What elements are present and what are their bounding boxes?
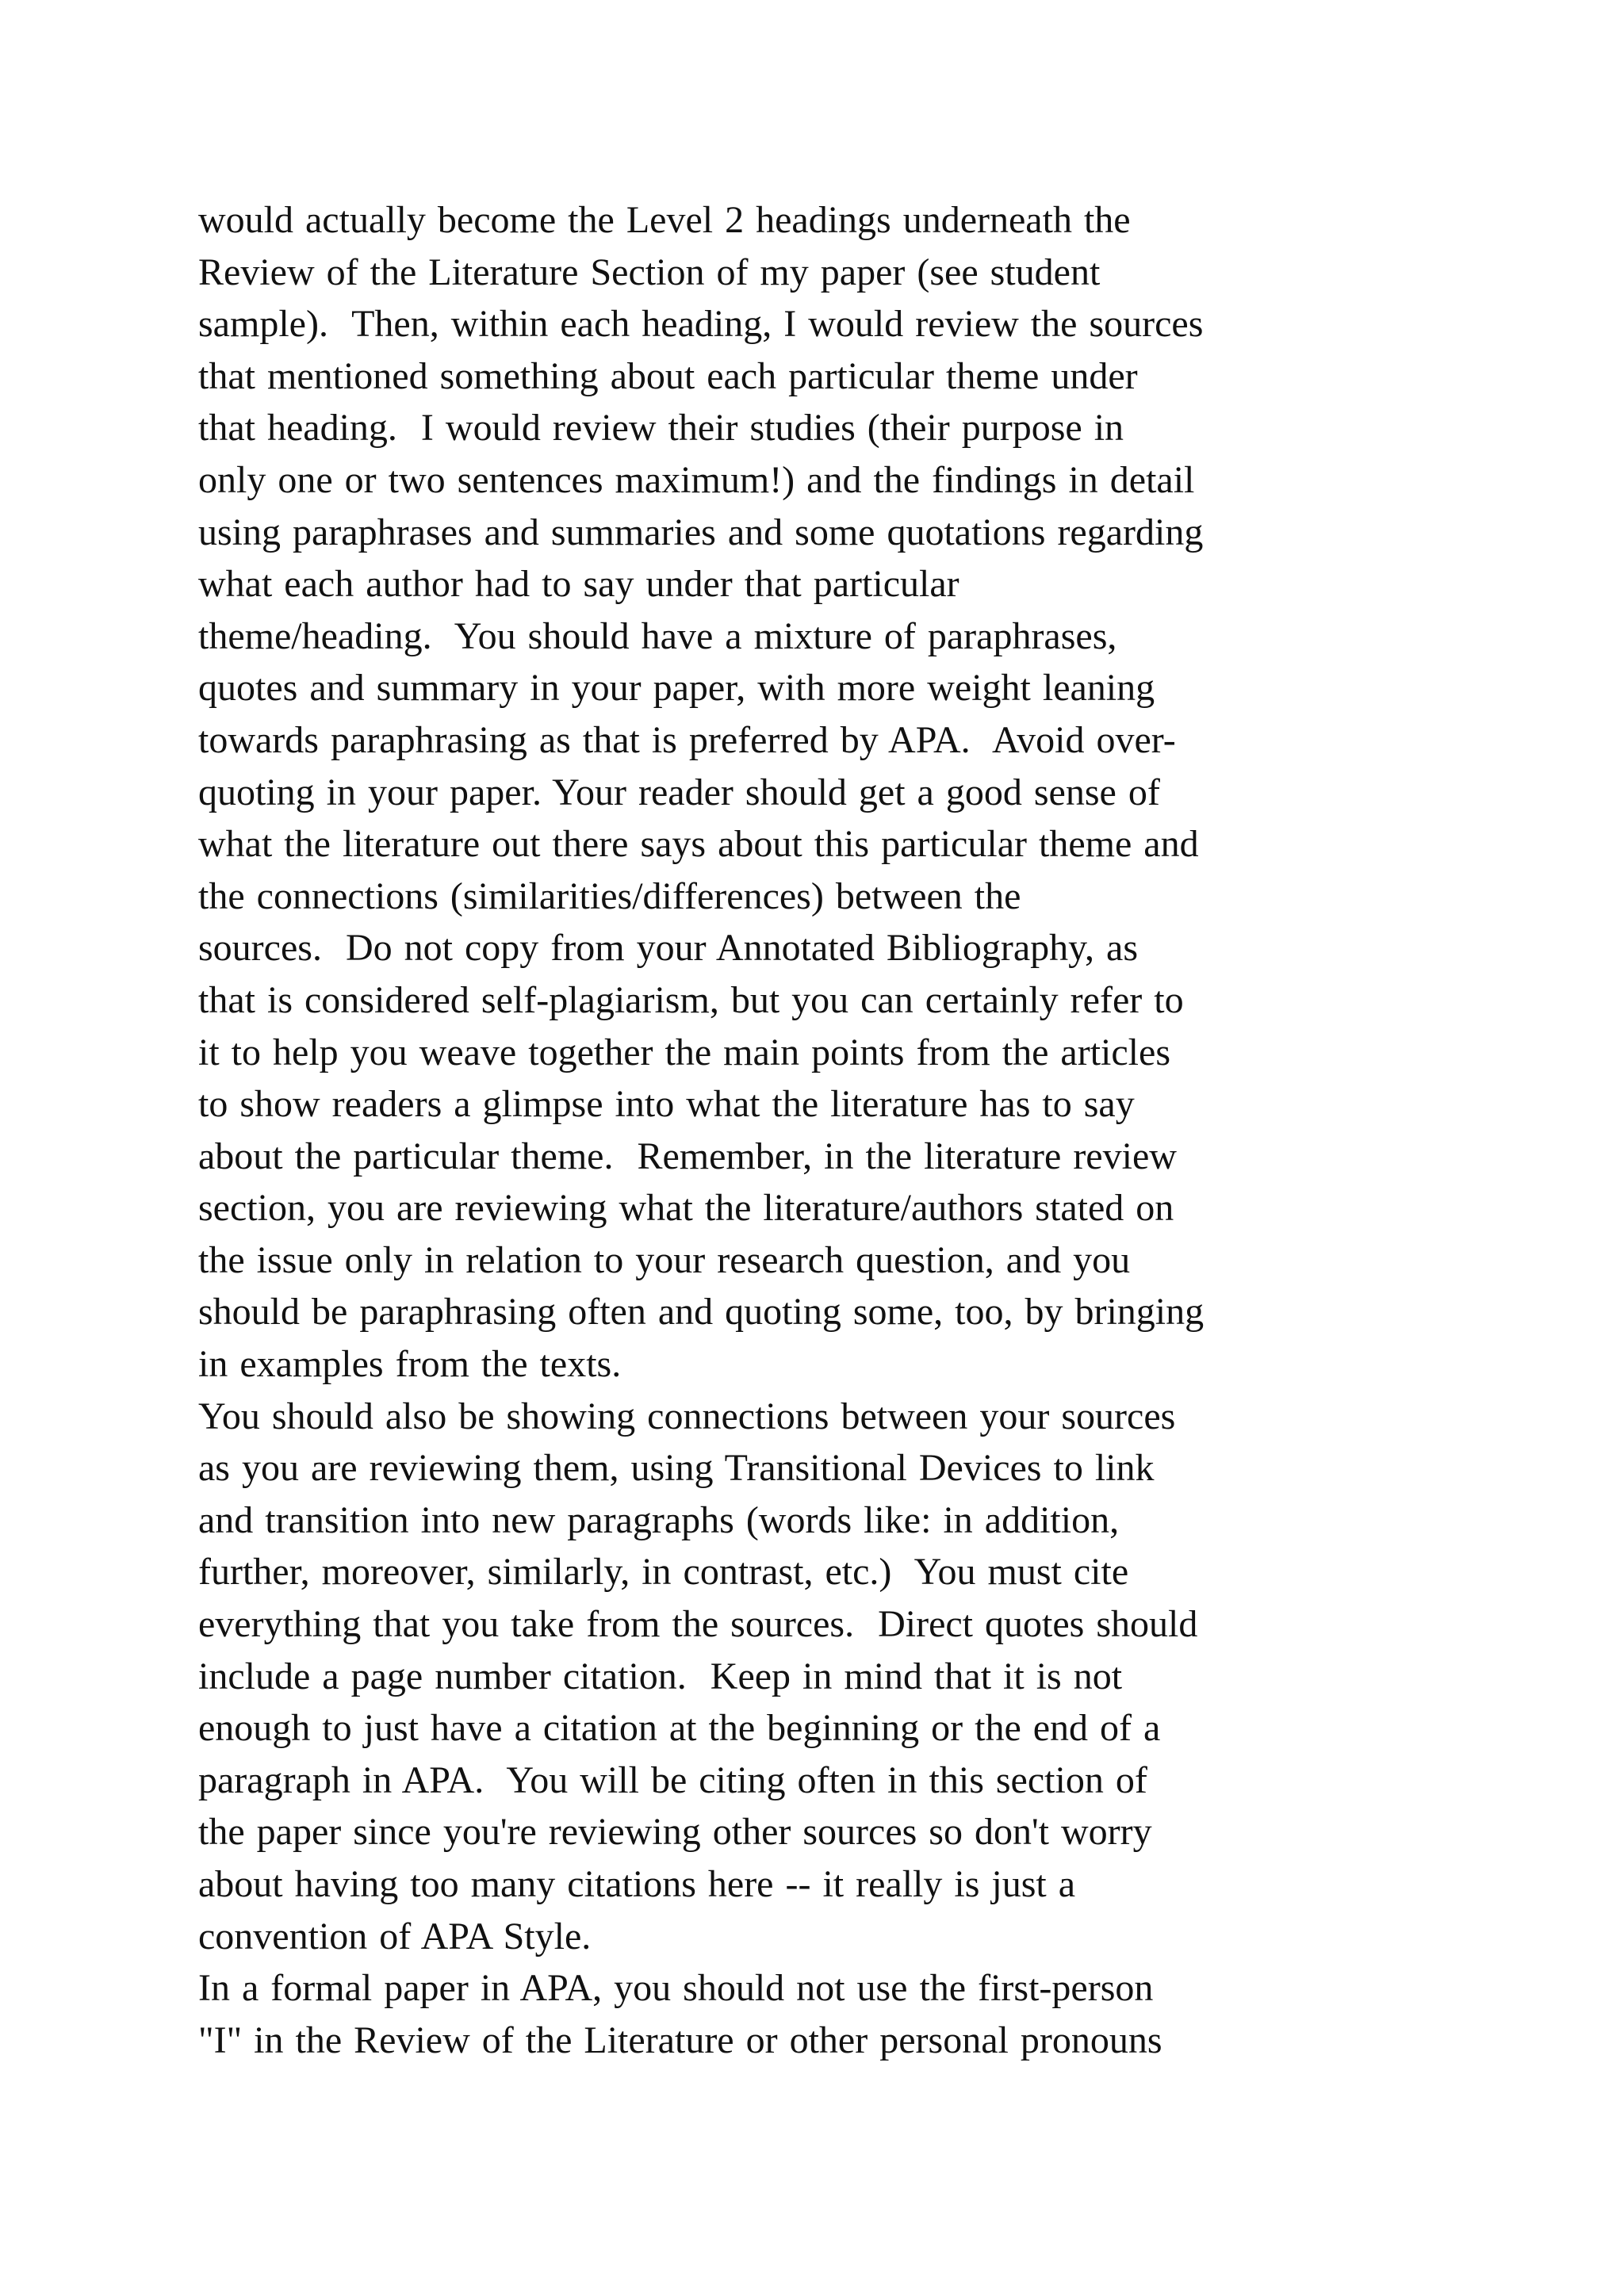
text-line: to show readers a glimpse into what the literature has to say [198,1083,1135,1126]
text-line: towards paraphrasing as that is preferred by APA. Avoid over- [198,718,1176,761]
text-line: would actually become the Level 2 headings underneath the [198,199,1131,241]
text-line: sources. Do not copy from your Annotated Bibliography, as [198,927,1139,970]
text-line: the issue only in relation to your research question, and you [198,1238,1131,1281]
text-line: everything that you take from the sources. Direct quotes should [198,1603,1198,1646]
text-line: should be paraphrasing often and quoting some, too, by bringing [198,1291,1205,1334]
text-line: using paraphrases and summaries and some quotations regarding [198,511,1204,553]
text-line: and transition into new paragraphs (words like: in addition, [198,1498,1120,1541]
text-line: quoting in your paper. Your reader should get a good sense of [198,771,1160,813]
text-line: In a formal paper in APA, you should not use the first-person [198,1967,1154,2010]
text-line: enough to just have a citation at the beginning or the end of a [198,1707,1161,1750]
text-line: that mentioned something about each particular theme under [198,354,1138,397]
text-line: that is considered self-plagiarism, but you can certainly refer to [198,978,1184,1021]
text-line: paragraph in APA. You will be citing often in this section of [198,1758,1147,1801]
text-line: "I" in the Review of the Literature or other personal pronouns [198,2019,1162,2061]
text-line: section, you are reviewing what the literature/authors stated on [198,1187,1174,1230]
text-line: sample). Then, within each heading, I would review the sources [198,303,1204,346]
text-line: it to help you weave together the main points from the articles [198,1031,1170,1073]
body-text [198,194,1507,2066]
text-line: include a page number citation. Keep in mind that it is not [198,1655,1123,1697]
text-line: what each author had to say under that particular [198,563,959,606]
text-line: convention of APA Style. [198,1915,592,1957]
text-line: about having too many citations here -- it really is just a [198,1863,1076,1905]
text-line: as you are reviewing them, using Transitional Devices to link [198,1447,1155,1490]
text-line: about the particular theme. Remember, in the literature review [198,1135,1177,1177]
text-line: theme/heading. You should have a mixture of paraphrases, [198,614,1117,657]
text-line: in examples from the texts. [198,1343,622,1386]
text-line: quotes and summary in your paper, with more weight leaning [198,667,1155,710]
text-line: further, moreover, similarly, in contrast, etc.) You must cite [198,1551,1129,1594]
text-line: You should also be showing connections between your sources [198,1395,1176,1437]
text-line: the paper since you're reviewing other sources so don't worry [198,1811,1152,1854]
text-line: the connections (similarities/differences) between the [198,874,1021,917]
text-line: only one or two sentences maximum!) and the findings in detail [198,458,1195,501]
text-line: Review of the Literature Section of my paper (see student [198,251,1101,293]
text-line: that heading. I would review their studies (their purpose in [198,407,1124,450]
text-line: what the literature out there says about this particular theme and [198,823,1199,866]
